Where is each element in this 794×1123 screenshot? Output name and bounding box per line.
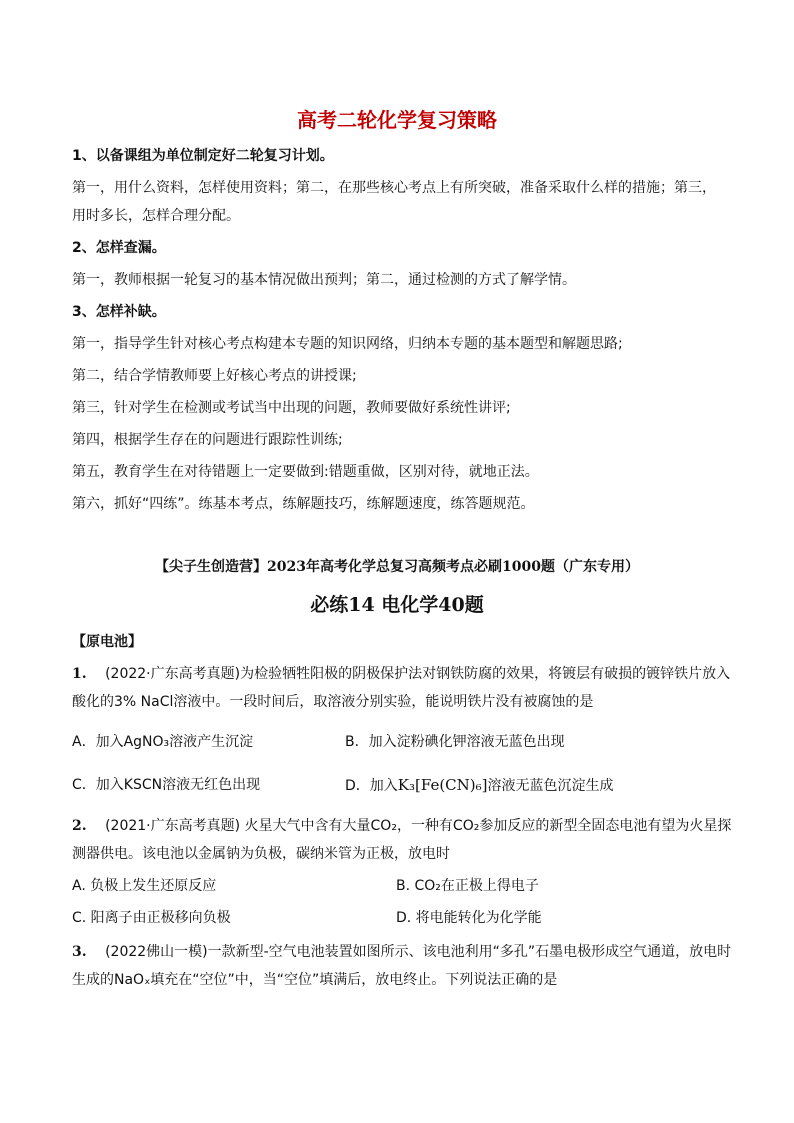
section-3-item: 第二，结合学情教师要上好核心考点的讲授课; — [72, 368, 357, 384]
question-1-option-b: B．加入淀粉碘化钾溶液无蓝色出现 — [345, 734, 565, 750]
question-1-line-2: 酸化的3% NaCl溶液中。一段时间后，取溶液分别实验，能说明铁片没有被腐蚀的是 — [72, 694, 594, 710]
question-3-line-1 — [72, 942, 731, 962]
main-title: 高考二轮化学复习策略 — [297, 108, 497, 132]
section-3-item: 第四，根据学生存在的问题进行跟踪性训练; — [72, 432, 343, 448]
section-3-item: 第一，指导学生针对核心考点构建本专题的知识网络，归纳本专题的基本题型和解题思路; — [72, 336, 623, 352]
exercise-banner: 【尖子生创造营】2023年高考化学总复习高频考点必刷1000题（广东专用） — [155, 559, 639, 575]
question-1-option-a: A．加入AgNO₃溶液产生沉淀 — [72, 734, 254, 750]
question-3-number: 3. — [72, 944, 87, 960]
question-1-number: 1. — [72, 666, 87, 682]
section-3-heading: 3、怎样补缺。 — [72, 304, 166, 320]
section-1-heading: 1、以备课组为单位制定好二轮复习计划。 — [72, 148, 334, 164]
question-1-option-d-formula: K₃[Fe(CN)₆] — [397, 776, 488, 794]
question-2-option-c: C. 阳离子由正极移向负极 — [72, 910, 231, 926]
question-1-option-d-prefix: D．加入 — [345, 778, 398, 794]
section-3-item: 第三，针对学生在检测或考试当中出现的问题，教师要做好系统性讲评; — [72, 400, 511, 416]
question-2-line-2: 测器供电。该电池以金属钠为负极，碳纳米管为正极，放电时 — [72, 846, 450, 862]
question-1-text: (2022·广东高考真题)为检验牺牲阳极的阴极保护法对钢铁防腐的效果，将镀层有破损的镀锌铁片放入 — [105, 666, 731, 682]
question-3-text: (2022佛山一模)一款新型-空气电池装置如图所示、该电池利用“多孔”石墨电极形成空气通道，放电时 — [105, 944, 732, 960]
question-2-option-a: A. 负极上发生还原反应 — [72, 878, 217, 894]
question-1-option-d — [345, 775, 614, 796]
question-2-text: (2021·广东高考真题) 火星大气中含有大量CO₂，一种有CO₂参加反应的新型全固态电池有望为火星探 — [105, 818, 732, 834]
question-3-line-2: 生成的NaOₓ填充在“空位”中，当“空位”填满后，放电终止。下列说法正确的是 — [72, 972, 558, 988]
section-1-paragraph-line-1: 第一，用什么资料，怎样使用资料；第二，在那些核心考点上有所突破，准备采取什么样的措施；第三， — [72, 180, 716, 196]
section-1-paragraph-line-2: 用时多长，怎样合理分配。 — [72, 208, 240, 224]
question-1-option-c: C．加入KSCN溶液无红色出现 — [72, 777, 261, 793]
section-3-item: 第六，抓好“四练”。练基本考点，练解题技巧，练解题速度，练答题规范。 — [72, 496, 535, 512]
question-1-option-d-suffix: 溶液无蓝色沉淀生成 — [487, 778, 614, 794]
section-2-paragraph: 第一，教师根据一轮复习的基本情况做出预判；第二，通过检测的方式了解学情。 — [72, 272, 576, 288]
section-3-item: 第五，教育学生在对待错题上一定要做到:错题重做，区别对待，就地正法。 — [72, 464, 539, 480]
question-1-line-1 — [72, 664, 730, 684]
chapter-title: 必练14 电化学40题 — [310, 594, 484, 616]
question-2-option-b: B. CO₂在正极上得电子 — [396, 878, 539, 894]
question-2-option-d: D. 将电能转化为化学能 — [396, 910, 542, 926]
question-2-line-1 — [72, 816, 731, 836]
question-2-number: 2. — [72, 818, 87, 834]
section-2-heading: 2、怎样查漏。 — [72, 240, 166, 256]
section-label: 【原电池】 — [72, 634, 142, 650]
